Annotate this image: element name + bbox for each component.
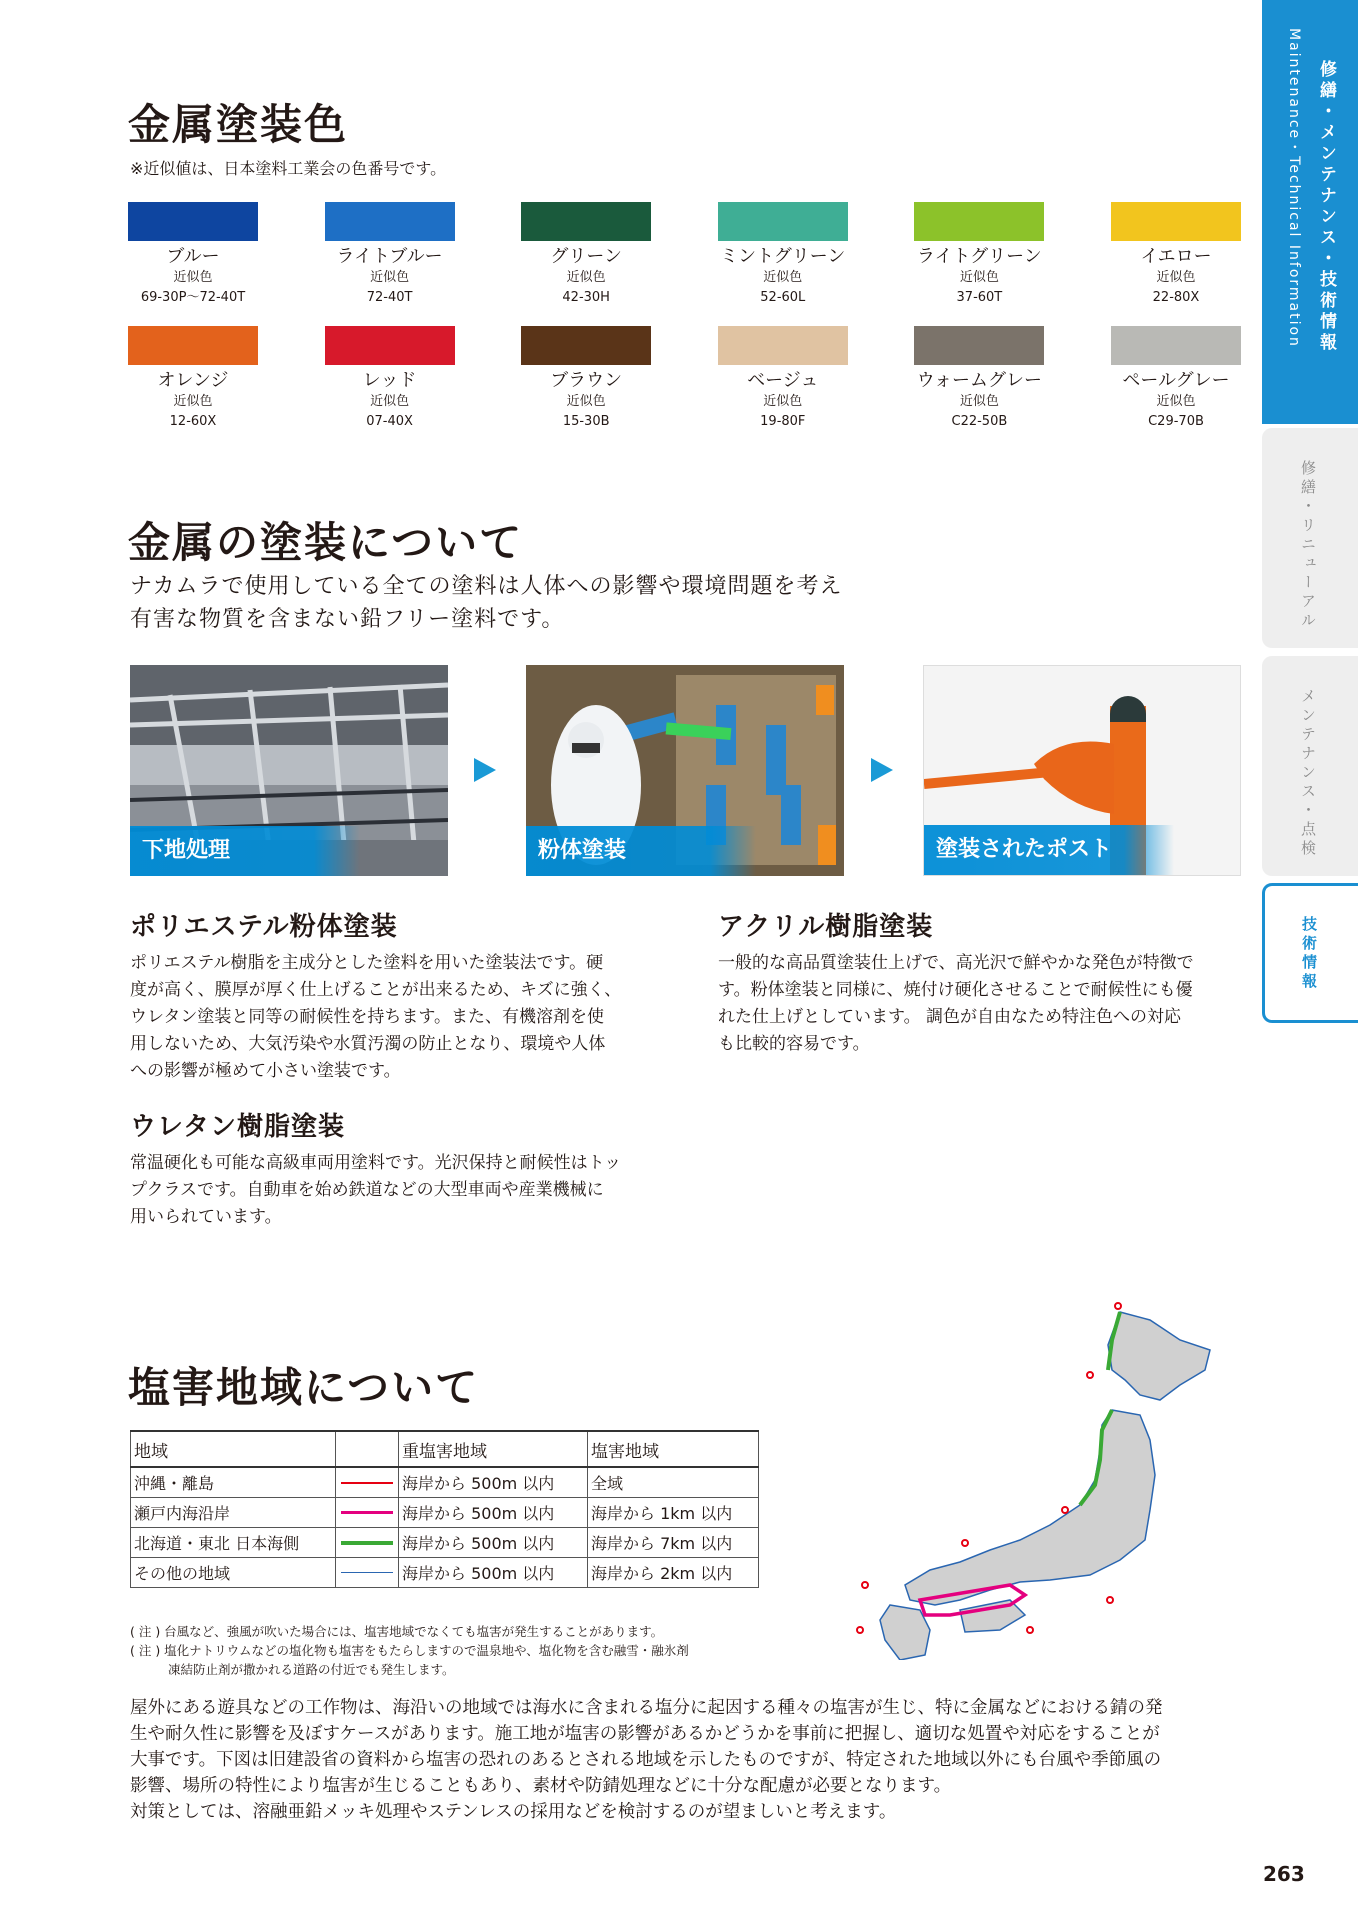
color-code: 19-80F: [760, 414, 806, 429]
color-swatch: [488, 202, 684, 308]
color-swatch: [881, 202, 1077, 308]
table-row: [131, 1498, 759, 1528]
color-chip: [325, 326, 455, 365]
color-code: C29-70B: [1148, 414, 1204, 429]
color-name: ミントグリーン: [720, 246, 846, 267]
honshu-shape: [905, 1410, 1155, 1605]
heavy-cell: 海岸から 500m 以内: [399, 1528, 588, 1558]
region-cell: その他の地域: [131, 1558, 336, 1588]
color-chip: [1111, 202, 1241, 241]
urethane-text: [130, 1150, 621, 1231]
approx-label: 近似色: [566, 394, 606, 409]
color-code: 37-60T: [956, 290, 1003, 305]
side-tab-active-en-label: Maintenance・Technical Information: [1286, 28, 1302, 348]
color-chip: [128, 202, 258, 241]
approx-label: 近似色: [1156, 270, 1196, 285]
body-line: 生や耐久性に影響を及ぼすケースがあります。施工地が塩害の影響があるかどうかを事前に把握し、適切な処置や対応をすることが: [130, 1724, 1160, 1744]
side-tab-renewal[interactable]: [1262, 428, 1358, 648]
color-name: イエロー: [1140, 246, 1212, 267]
color-swatch: [292, 326, 488, 432]
normal-cell: 全域: [588, 1467, 759, 1498]
polyester-title: ポリエステル粉体塗装: [130, 912, 398, 942]
color-code: 22-80X: [1152, 290, 1200, 305]
color-chip: [718, 326, 848, 365]
color-swatch: [1078, 326, 1274, 432]
salt-body-text: [130, 1695, 1242, 1825]
approx-label: 近似色: [959, 394, 999, 409]
acrylic-text: [718, 950, 1194, 1058]
side-tab-technical-info[interactable]: [1262, 883, 1358, 1023]
table-row: [131, 1528, 759, 1558]
color-chip: [914, 326, 1044, 365]
color-code: 52-60L: [760, 290, 806, 305]
colors-note: ※近似値は、日本塗料工業会の色番号です。: [130, 159, 447, 178]
color-code: C22-50B: [951, 414, 1008, 429]
coating-lead-line-2: 有害な物質を含まない鉛フリー塗料です。: [130, 607, 565, 632]
color-chip: [521, 326, 651, 365]
polyester-line: ウレタン塗装と同等の耐候性を持ちます。また、有機溶剤を使: [130, 1007, 604, 1027]
color-code: 69-30P～72-40T: [140, 290, 246, 305]
photo-painted-post: [923, 665, 1241, 876]
color-code: 72-40T: [366, 290, 413, 305]
legend-line-green: [341, 1541, 393, 1545]
color-name: ベージュ: [747, 370, 819, 391]
process-arrow-icon: [474, 758, 496, 782]
polyester-line: への影響が極めて小さい塗装です。: [130, 1061, 401, 1081]
side-tab-renewal-label: 修繕・リニューアル: [1299, 460, 1317, 631]
acrylic-line: す。粉体塗装と同様に、焼付け硬化させることで耐候性にも優: [718, 980, 1193, 1000]
polyester-line: ポリエステル樹脂を主成分とした塗料を用いた塗装法です。硬: [130, 953, 604, 973]
color-swatch: [488, 326, 684, 432]
legend-line-cell: [336, 1528, 399, 1558]
color-swatch: [1078, 202, 1274, 308]
approx-label: 近似色: [173, 394, 213, 409]
color-name: グリーン: [550, 246, 622, 267]
approx-label: 近似色: [1156, 394, 1196, 409]
note-line: ( 注 ) 塩化ナトリウムなどの塩化物も塩害をもたらしますので温泉地や、塩化物を含む融雪・融氷剤: [130, 1643, 689, 1658]
salt-damage-table: [130, 1430, 759, 1588]
body-line: 屋外にある遊具などの工作物は、海沿いの地域では海水に含まれる塩分に起因する種々の塩害が生じ、特に金属などにおける錆の発: [130, 1698, 1163, 1718]
note-line: ( 注 ) 台風など、強風が吹いた場合には、塩害地域でなくても塩害が発生することがあります。: [130, 1624, 664, 1639]
color-name: ウォームグレー: [916, 370, 1043, 391]
colors-section-title: 金属塗装色: [128, 100, 349, 149]
shikoku-shape: [960, 1600, 1025, 1632]
approx-label: 近似色: [959, 270, 999, 285]
color-name: ブラウン: [550, 370, 623, 391]
color-name: オレンジ: [157, 370, 229, 391]
region-cell: 北海道・東北 日本海側: [131, 1528, 336, 1558]
approx-label: 近似色: [763, 270, 803, 285]
color-name: ペールグレー: [1122, 370, 1230, 391]
color-chip: [325, 202, 455, 241]
color-swatch: [292, 202, 488, 308]
side-tab-inspection[interactable]: [1262, 656, 1358, 876]
urethane-title: ウレタン樹脂塗装: [130, 1112, 345, 1142]
polyester-text: [130, 950, 621, 1085]
color-swatch: [685, 326, 881, 432]
heavy-cell: 海岸から 500m 以内: [399, 1467, 588, 1498]
legend-line-cell: [336, 1558, 399, 1588]
color-name: ライトブルー: [336, 246, 443, 267]
color-chip: [128, 326, 258, 365]
photo-caption-post: 塗装されたポスト: [924, 825, 1174, 875]
color-swatch: [881, 326, 1077, 432]
color-swatch: [95, 202, 291, 308]
legend-line-magenta: [341, 1511, 393, 1514]
table-header-region: 地域: [131, 1431, 336, 1467]
color-swatch: [95, 326, 291, 432]
body-line: 影響、場所の特性により塩害が生じることもあり、素材や防錆処理などに十分な配慮が必要となります。: [130, 1776, 952, 1796]
coating-section-title: 金属の塗装について: [128, 518, 524, 567]
acrylic-title: アクリル樹脂塗装: [718, 912, 934, 942]
process-arrow-icon: [871, 758, 893, 782]
color-chip: [718, 202, 848, 241]
photo-powder-coating: [526, 665, 844, 876]
side-tab-technical-label: 技術情報: [1300, 916, 1318, 992]
polyester-line: 度が高く、膜厚が厚く仕上げることが出来るため、キズに強く、: [130, 980, 622, 1000]
body-line: 対策としては、溶融亜鉛メッキ処理やステンレスの採用などを検討するのが望ましいと考えます。: [130, 1802, 897, 1822]
approx-label: 近似色: [763, 394, 803, 409]
photo-caption-base: 下地処理: [130, 826, 360, 876]
note-line: 凍結防止剤が撒かれる道路の付近でも発生します。: [168, 1662, 455, 1677]
side-tab-active-label: 修繕・メンテナンス・技術情報: [1316, 60, 1336, 354]
region-cell: 沖縄・離島: [131, 1467, 336, 1498]
heavy-cell: 海岸から 500m 以内: [399, 1558, 588, 1588]
color-chip: [914, 202, 1044, 241]
color-swatch: [685, 202, 881, 308]
table-header-normal: 塩害地域: [588, 1431, 759, 1467]
color-code: 12-60X: [169, 414, 217, 429]
normal-cell: 海岸から 1km 以内: [588, 1498, 759, 1528]
urethane-line: 常温硬化も可能な高級車両用塗料です。光沢保持と耐候性はトッ: [130, 1153, 622, 1173]
color-code: 07-40X: [366, 414, 413, 429]
normal-cell: 海岸から 2km 以内: [588, 1558, 759, 1588]
color-name: ライトグリーン: [917, 246, 1042, 267]
body-line: 大事です。下図は旧建設省の資料から塩害の恐れのあるとされる地域を示したものですが、特定された地域以外にも台風や季節風の: [130, 1750, 1162, 1770]
salt-notes: [130, 1622, 689, 1679]
legend-line-cell: [336, 1498, 399, 1528]
region-cell: 瀬戸内海沿岸: [131, 1498, 336, 1528]
approx-label: 近似色: [173, 270, 213, 285]
color-code: 42-30H: [562, 290, 610, 305]
table-row: [131, 1467, 759, 1498]
legend-line-red: [341, 1482, 393, 1484]
color-name: ブルー: [166, 246, 220, 267]
urethane-line: プクラスです。自動車を始め鉄道などの大型車両や産業機械に: [130, 1180, 604, 1200]
kyushu-shape: [880, 1605, 930, 1660]
color-chip: [521, 202, 651, 241]
approx-label: 近似色: [370, 394, 410, 409]
legend-line-blue: [341, 1572, 393, 1573]
normal-cell: 海岸から 7km 以内: [588, 1528, 759, 1558]
hokkaido-shape: [1108, 1312, 1210, 1400]
approx-label: 近似色: [370, 270, 410, 285]
approx-label: 近似色: [566, 270, 606, 285]
polyester-line: 用しないため、大気汚染や水質汚濁の防止となり、環境や人体: [130, 1034, 606, 1054]
side-tab-maintenance-technical[interactable]: [1262, 0, 1358, 424]
color-code: 15-30B: [562, 414, 610, 429]
color-name: レッド: [362, 370, 417, 391]
table-row: [131, 1558, 759, 1588]
photo-base-treatment: [130, 665, 448, 876]
page-number: 263: [1263, 1862, 1305, 1886]
table-header-heavy: 重塩害地域: [399, 1431, 588, 1467]
acrylic-line: 一般的な高品質塗装仕上げで、高光沢で鮮やかな発色が特徴で: [718, 953, 1194, 973]
coating-lead-line-1: ナカムラで使用している全ての塗料は人体への影響や環境問題を考え: [130, 574, 843, 599]
japan-salt-map: [850, 1300, 1230, 1660]
heavy-cell: 海岸から 500m 以内: [399, 1498, 588, 1528]
acrylic-line: れた仕上げとしています。 調色が自由なため特注色への対応: [718, 1007, 1182, 1027]
color-chip: [1111, 326, 1241, 365]
legend-line-cell: [336, 1467, 399, 1498]
salt-section-title: 塩害地域について: [128, 1363, 480, 1412]
photo-caption-powder: 粉体塗装: [526, 826, 756, 876]
table-header-line: [336, 1431, 399, 1467]
table-header-row: [131, 1431, 759, 1467]
side-tab-inspection-label: メンテナンス・点検: [1299, 688, 1317, 859]
urethane-line: 用いられています。: [130, 1207, 282, 1227]
acrylic-line: も比較的容易です。: [718, 1034, 870, 1054]
